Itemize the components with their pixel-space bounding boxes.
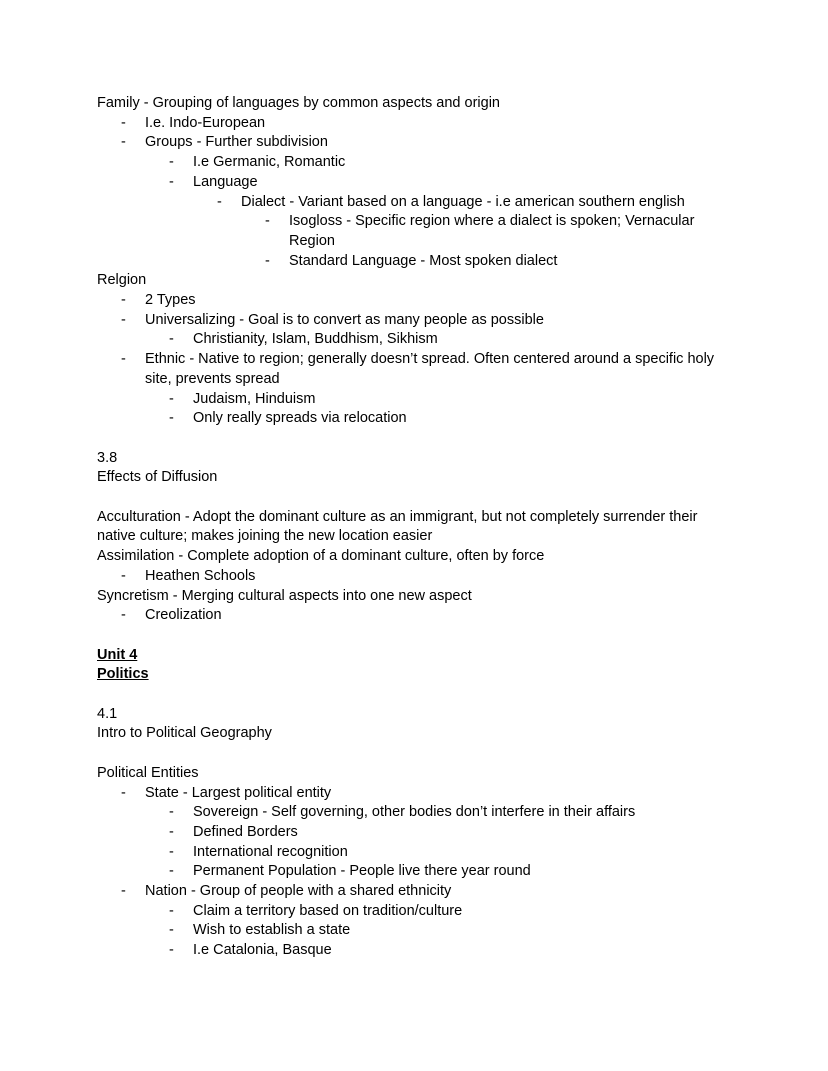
text-run: Creolization	[145, 607, 222, 624]
text-run: Universalizing - Goal is to convert as many people as possible	[145, 311, 544, 328]
text-run: Dialect - Variant based on a language - i.e american southern english	[241, 193, 685, 210]
bullet-dash: -	[169, 173, 174, 190]
paragraph	[97, 271, 731, 291]
text-run: Heathen Schools	[145, 567, 256, 584]
text-run: 4.1	[97, 705, 118, 722]
blank-line	[97, 488, 731, 508]
text-run: International recognition	[193, 843, 348, 860]
list-item	[121, 133, 731, 153]
blank-line	[97, 744, 731, 764]
text-run: Acculturation - Adopt the dominant culture as an immigrant, but not completely surrender their native culture; makes joining the new location easier	[97, 508, 698, 545]
bullet-dash: -	[121, 311, 126, 328]
text-run: Syncretism - Merging cultural aspects into one new aspect	[97, 587, 472, 604]
text-run: Judaism, Hinduism	[193, 390, 316, 407]
text-run: Politics	[97, 666, 149, 683]
bullet-dash: -	[169, 922, 174, 939]
text-run: Groups - Further subdivision	[145, 134, 328, 151]
blank-line	[97, 429, 731, 449]
list-item	[169, 941, 731, 961]
bullet-dash: -	[169, 410, 174, 427]
bullet-dash: -	[169, 154, 174, 171]
text-run: Permanent Population - People live there year round	[193, 863, 531, 880]
text-run: Language	[193, 173, 258, 190]
text-run: Christianity, Islam, Buddhism, Sikhism	[193, 331, 438, 348]
list-item	[169, 803, 731, 823]
text-run: Unit 4	[97, 646, 138, 663]
paragraph	[97, 508, 731, 547]
text-run: I.e Catalonia, Basque	[193, 942, 332, 959]
list-item	[169, 862, 731, 882]
text-run: Isogloss - Specific region where a dialect is spoken; Vernacular Region	[289, 213, 695, 249]
blank-line	[97, 626, 731, 646]
list-item	[169, 330, 731, 350]
paragraph	[97, 665, 731, 685]
bullet-dash: -	[121, 292, 126, 309]
paragraph	[97, 94, 731, 114]
bullet-dash: -	[121, 114, 126, 131]
bullet-dash: -	[169, 863, 174, 880]
bullet-dash: -	[169, 902, 174, 919]
list-item	[169, 902, 731, 922]
list-item	[169, 409, 731, 429]
list-item	[169, 153, 731, 173]
list-item	[121, 311, 731, 331]
list-item	[121, 291, 731, 311]
text-run: Defined Borders	[193, 823, 298, 840]
bullet-dash: -	[169, 843, 174, 860]
blank-line	[97, 685, 731, 705]
text-run: Only really spreads via relocation	[193, 410, 407, 427]
paragraph	[97, 449, 731, 469]
bullet-dash: -	[121, 567, 126, 584]
paragraph	[97, 468, 731, 488]
bullet-dash: -	[121, 134, 126, 151]
text-run: Effects of Diffusion	[97, 469, 218, 486]
text-run: Wish to establish a state	[193, 922, 351, 939]
bullet-dash: -	[217, 193, 222, 210]
paragraph	[97, 705, 731, 725]
bullet-dash: -	[169, 331, 174, 348]
text-run: Family - Grouping of languages by common aspects and origin	[97, 95, 500, 111]
list-item	[169, 390, 731, 410]
bullet-dash: -	[169, 804, 174, 821]
paragraph	[97, 724, 731, 744]
text-run: Intro to Political Geography	[97, 725, 272, 742]
text-run: Political Entities	[97, 764, 199, 781]
text-run: Standard Language - Most spoken dialect	[289, 252, 558, 269]
bullet-dash: -	[121, 883, 126, 900]
list-item	[169, 173, 731, 193]
list-item	[217, 193, 731, 213]
text-run: State - Largest political entity	[145, 784, 332, 801]
document-body	[97, 94, 731, 961]
bullet-dash: -	[265, 213, 270, 230]
paragraph	[97, 764, 731, 784]
bullet-dash: -	[121, 784, 126, 801]
list-item	[121, 784, 731, 804]
bullet-dash: -	[169, 942, 174, 959]
list-item	[265, 252, 731, 272]
list-item	[121, 882, 731, 902]
text-run: Sovereign - Self governing, other bodies don’t interfere in their affairs	[193, 804, 636, 821]
list-item	[121, 350, 731, 389]
bullet-dash: -	[169, 390, 174, 407]
list-item	[265, 212, 731, 251]
list-item	[169, 823, 731, 843]
text-run: I.e. Indo-European	[145, 114, 266, 131]
bullet-dash: -	[121, 351, 126, 368]
text-run: Relgion	[97, 272, 147, 289]
paragraph	[97, 646, 731, 666]
text-run: Claim a territory based on tradition/culture	[193, 902, 463, 919]
text-run: 2 Types	[145, 292, 196, 309]
list-item	[169, 921, 731, 941]
text-run: Assimilation - Complete adoption of a dominant culture, often by force	[97, 548, 545, 565]
text-run: I.e Germanic, Romantic	[193, 154, 346, 171]
bullet-dash: -	[265, 252, 270, 269]
paragraph	[97, 587, 731, 607]
list-item	[121, 606, 731, 626]
paragraph	[97, 547, 731, 567]
list-item	[121, 114, 731, 134]
text-run: Nation - Group of people with a shared ethnicity	[145, 883, 452, 900]
bullet-dash: -	[121, 607, 126, 624]
text-run: 3.8	[97, 449, 118, 466]
list-item	[121, 567, 731, 587]
bullet-dash: -	[169, 823, 174, 840]
text-run: Ethnic - Native to region; generally doesn’t spread. Often centered around a specific holy site, prevents spread	[145, 351, 715, 387]
list-item	[169, 843, 731, 863]
